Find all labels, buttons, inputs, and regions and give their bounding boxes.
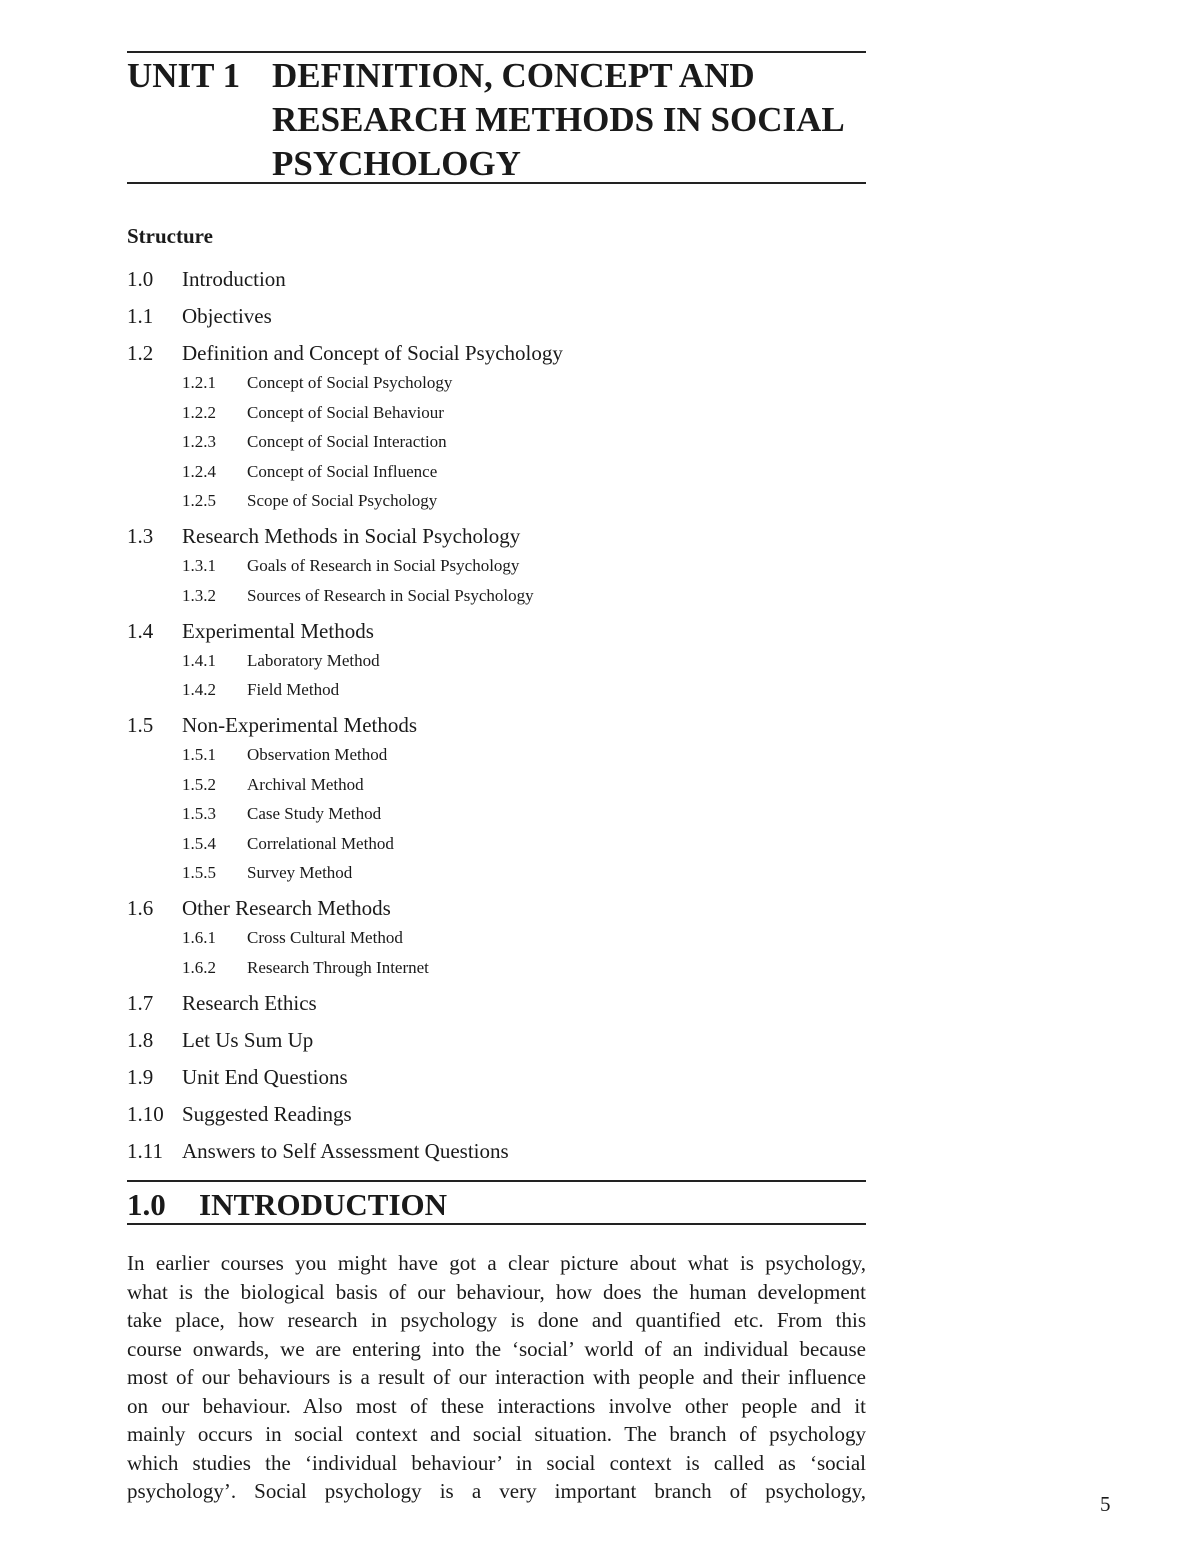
toc-label: Research Methods in Social Psychology	[182, 524, 521, 548]
toc-label: Observation Method	[247, 745, 388, 764]
toc-label: Concept of Social Behaviour	[247, 402, 444, 422]
toc-label: Correlational Method	[247, 833, 394, 853]
paragraph-line: on our behaviour. Also most of these interactions involve other people and it	[127, 1393, 866, 1418]
toc-number: 1.7	[127, 990, 154, 1015]
toc-number: 1.5.2	[182, 774, 216, 794]
paragraph-line: take place, how research in psychology is done and quantified etc. From this	[127, 1308, 866, 1332]
section-bottom-rule	[127, 1223, 866, 1225]
toc-number: 1.3	[127, 524, 154, 548]
toc-label: Case Study Method	[247, 804, 382, 823]
section-title: INTRODUCTION	[199, 1187, 448, 1222]
toc-number: 1.6	[127, 896, 154, 920]
toc-number: 1.11	[127, 1138, 163, 1163]
unit-title-line: PSYCHOLOGY	[272, 144, 521, 183]
toc-label: Scope of Social Psychology	[247, 491, 438, 510]
toc-label: Non-Experimental Methods	[182, 713, 418, 737]
toc-number: 1.6.2	[182, 957, 216, 977]
toc-number: 1.1	[127, 304, 154, 328]
toc-number: 1.5.1	[182, 745, 216, 764]
introduction-paragraph	[127, 1249, 866, 1506]
toc-number: 1.2.4	[182, 461, 216, 481]
toc-label: Objectives	[182, 304, 272, 328]
toc-number: 1.10	[127, 1101, 164, 1126]
toc-label: Survey Method	[247, 863, 353, 882]
toc-number: 1.4.2	[182, 680, 216, 699]
section-top-rule	[127, 1180, 866, 1182]
toc-label: Definition and Concept of Social Psychology	[182, 341, 563, 365]
toc-number: 1.5.5	[182, 863, 216, 882]
toc-label: Field Method	[247, 680, 340, 699]
toc-label: Laboratory Method	[247, 650, 380, 670]
toc-label: Research Through Internet	[247, 957, 429, 977]
toc-number: 1.3.2	[182, 585, 216, 605]
toc-number: 1.4.1	[182, 650, 216, 670]
paragraph-line: which studies the ‘individual behaviour’ in social context is called as ‘social	[127, 1450, 866, 1475]
toc-number: 1.2.3	[182, 432, 216, 451]
unit-number: UNIT 1	[127, 56, 241, 95]
toc-label: Introduction	[182, 267, 286, 291]
toc-label: Archival Method	[247, 774, 364, 794]
toc-number: 1.3.1	[182, 556, 216, 575]
toc-number: 1.0	[127, 267, 154, 291]
structure-heading: Structure	[127, 224, 213, 248]
toc-number: 1.5.4	[182, 833, 216, 853]
page-number: 5	[1100, 1492, 1111, 1516]
toc-label: Experimental Methods	[182, 618, 374, 643]
toc-label: Goals of Research in Social Psychology	[247, 556, 520, 575]
paragraph-line: mainly occurs in social context and social situation. The branch of psychology	[127, 1422, 866, 1446]
toc-label: Unit End Questions	[182, 1064, 348, 1089]
toc-number: 1.4	[127, 618, 154, 643]
toc-number: 1.2.1	[182, 373, 216, 392]
toc-number: 1.8	[127, 1027, 154, 1052]
toc-number: 1.9	[127, 1064, 154, 1089]
unit-title-line: RESEARCH METHODS IN SOCIAL	[272, 100, 845, 139]
toc-label: Concept of Social Influence	[247, 461, 438, 481]
toc-label: Research Ethics	[182, 990, 317, 1015]
toc-number: 1.2.2	[182, 402, 216, 422]
toc-number: 1.2	[127, 341, 154, 365]
toc-number: 1.5	[127, 713, 154, 737]
top-rule	[127, 51, 866, 53]
section-number: 1.0	[127, 1187, 166, 1222]
paragraph-line: what is the biological basis of our behaviour, how does the human development	[127, 1279, 866, 1304]
toc-label: Other Research Methods	[182, 896, 391, 920]
paragraph-line: most of our behaviours is a result of our interaction with people and their influence	[127, 1365, 866, 1389]
toc-number: 1.6.1	[182, 928, 216, 947]
toc-label: Concept of Social Interaction	[247, 432, 447, 451]
toc-label: Sources of Research in Social Psychology	[247, 585, 534, 605]
toc-label: Suggested Readings	[182, 1101, 352, 1126]
unit-title	[272, 54, 872, 186]
toc-label: Answers to Self Assessment Questions	[182, 1138, 509, 1163]
paragraph-line: psychology’. Social psychology is a very important branch of psychology,	[127, 1479, 866, 1503]
paragraph-line: course onwards, we are entering into the ‘social’ world of an individual because	[127, 1336, 866, 1361]
title-underline-rule	[127, 182, 866, 184]
toc-number: 1.5.3	[182, 804, 216, 823]
toc-label: Cross Cultural Method	[247, 928, 403, 947]
toc-label: Concept of Social Psychology	[247, 373, 453, 392]
toc-number: 1.2.5	[182, 491, 216, 510]
toc-label: Let Us Sum Up	[182, 1027, 314, 1052]
paragraph-line: In earlier courses you might have got a clear picture about what is psychology,	[127, 1251, 866, 1275]
unit-title-line: DEFINITION, CONCEPT AND	[272, 56, 755, 95]
